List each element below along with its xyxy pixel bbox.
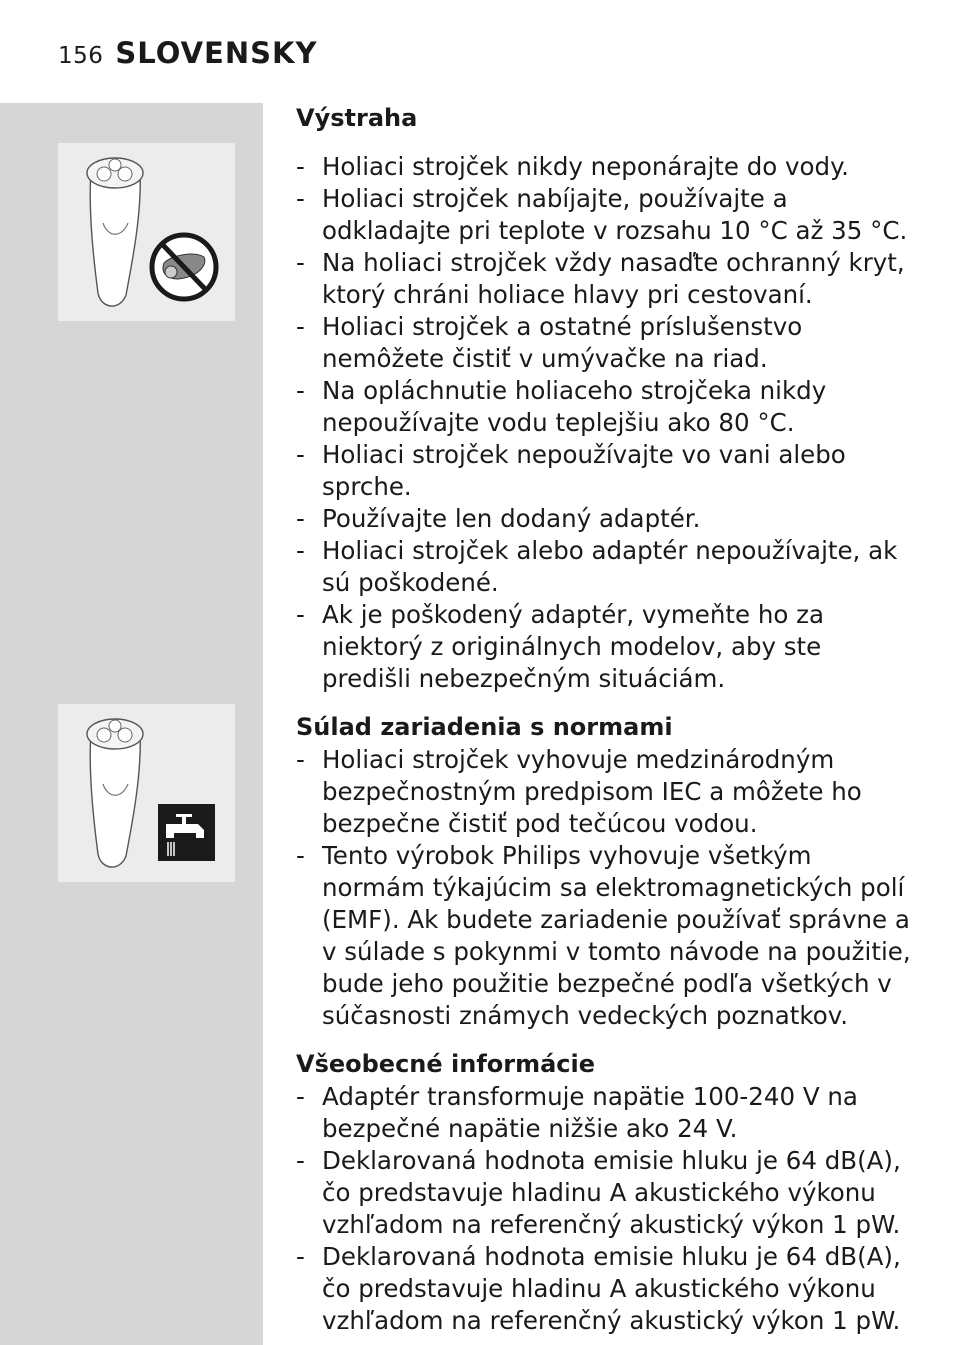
section-title: Všeobecné informácie — [296, 1050, 596, 1078]
figure-no-water — [58, 143, 235, 321]
list-item: - Na holiaci strojček vždy nasaďte ochranný kryt, ktorý chráni holiace hlavy pri cestovaní. — [296, 247, 916, 311]
list-item: - Deklarovaná hodnota emisie hluku je 64 dB(A), čo predstavuje hladinu A akustického výkonu vzhľadom na referenčný akustický výkon 1 pW. — [296, 1145, 916, 1241]
language-title: SLOVENSKY — [115, 36, 318, 70]
main-content — [296, 101, 916, 1337]
compliance-list — [296, 744, 916, 1032]
warning-list — [296, 151, 916, 695]
list-item: - Holiaci strojček nikdy neponárajte do vody. — [296, 151, 916, 183]
page-number: 156 — [58, 43, 104, 69]
section-title: Výstraha — [296, 104, 418, 132]
section-title: Súlad zariadenia s normami — [296, 713, 673, 741]
section-warning — [296, 101, 916, 695]
list-item: - Deklarovaná hodnota emisie hluku je 64 dB(A), čo predstavuje hladinu A akustického výkonu vzhľadom na referenčný akustický výkon 1 pW. — [296, 1241, 916, 1337]
list-item: - Holiaci strojček nabíjajte, používajte a odkladajte pri teplote v rozsahu 10 °C až 35 °C. — [296, 183, 916, 247]
section-compliance — [296, 710, 916, 1032]
figure-tap-water — [58, 704, 235, 882]
section-general-info — [296, 1047, 916, 1337]
list-item: - Holiaci strojček nepoužívajte vo vani alebo sprche. — [296, 439, 916, 503]
list-item: - Holiaci strojček a ostatné príslušenstvo nemôžete čistiť v umývačke na riad. — [296, 311, 916, 375]
shaver-tap-water-icon — [58, 704, 235, 882]
list-item: - Holiaci strojček vyhovuje medzinárodným bezpečnostným predpisom IEC a môžete ho bezpečne čistiť pod tečúcou vodou. — [296, 744, 916, 840]
list-item: - Ak je poškodený adaptér, vymeňte ho za niektorý z originálnych modelov, aby ste predišli nebezpečným situáciám. — [296, 599, 916, 695]
general-info-list — [296, 1081, 916, 1337]
list-item: - Používajte len dodaný adaptér. — [296, 503, 916, 535]
list-item: - Tento výrobok Philips vyhovuje všetkým normám týkajúcim sa elektromagnetických polí (EMF). Ak budete zariadenie používať správne a v súlade s pokynmi v tomto návode na použitie, bude jeho použitie bezpečné podľa všetkých v súčasnosti známych vedeckých poznatkov. — [296, 840, 916, 1032]
shaver-no-water-icon — [58, 143, 235, 321]
page-header — [58, 36, 318, 72]
list-item: - Na opláchnutie holiaceho strojčeka nikdy nepoužívajte vodu teplejšiu ako 80 °C. — [296, 375, 916, 439]
list-item: - Adaptér transformuje napätie 100-240 V na bezpečné napätie nižšie ako 24 V. — [296, 1081, 916, 1145]
list-item: - Holiaci strojček alebo adaptér nepoužívajte, ak sú poškodené. — [296, 535, 916, 599]
